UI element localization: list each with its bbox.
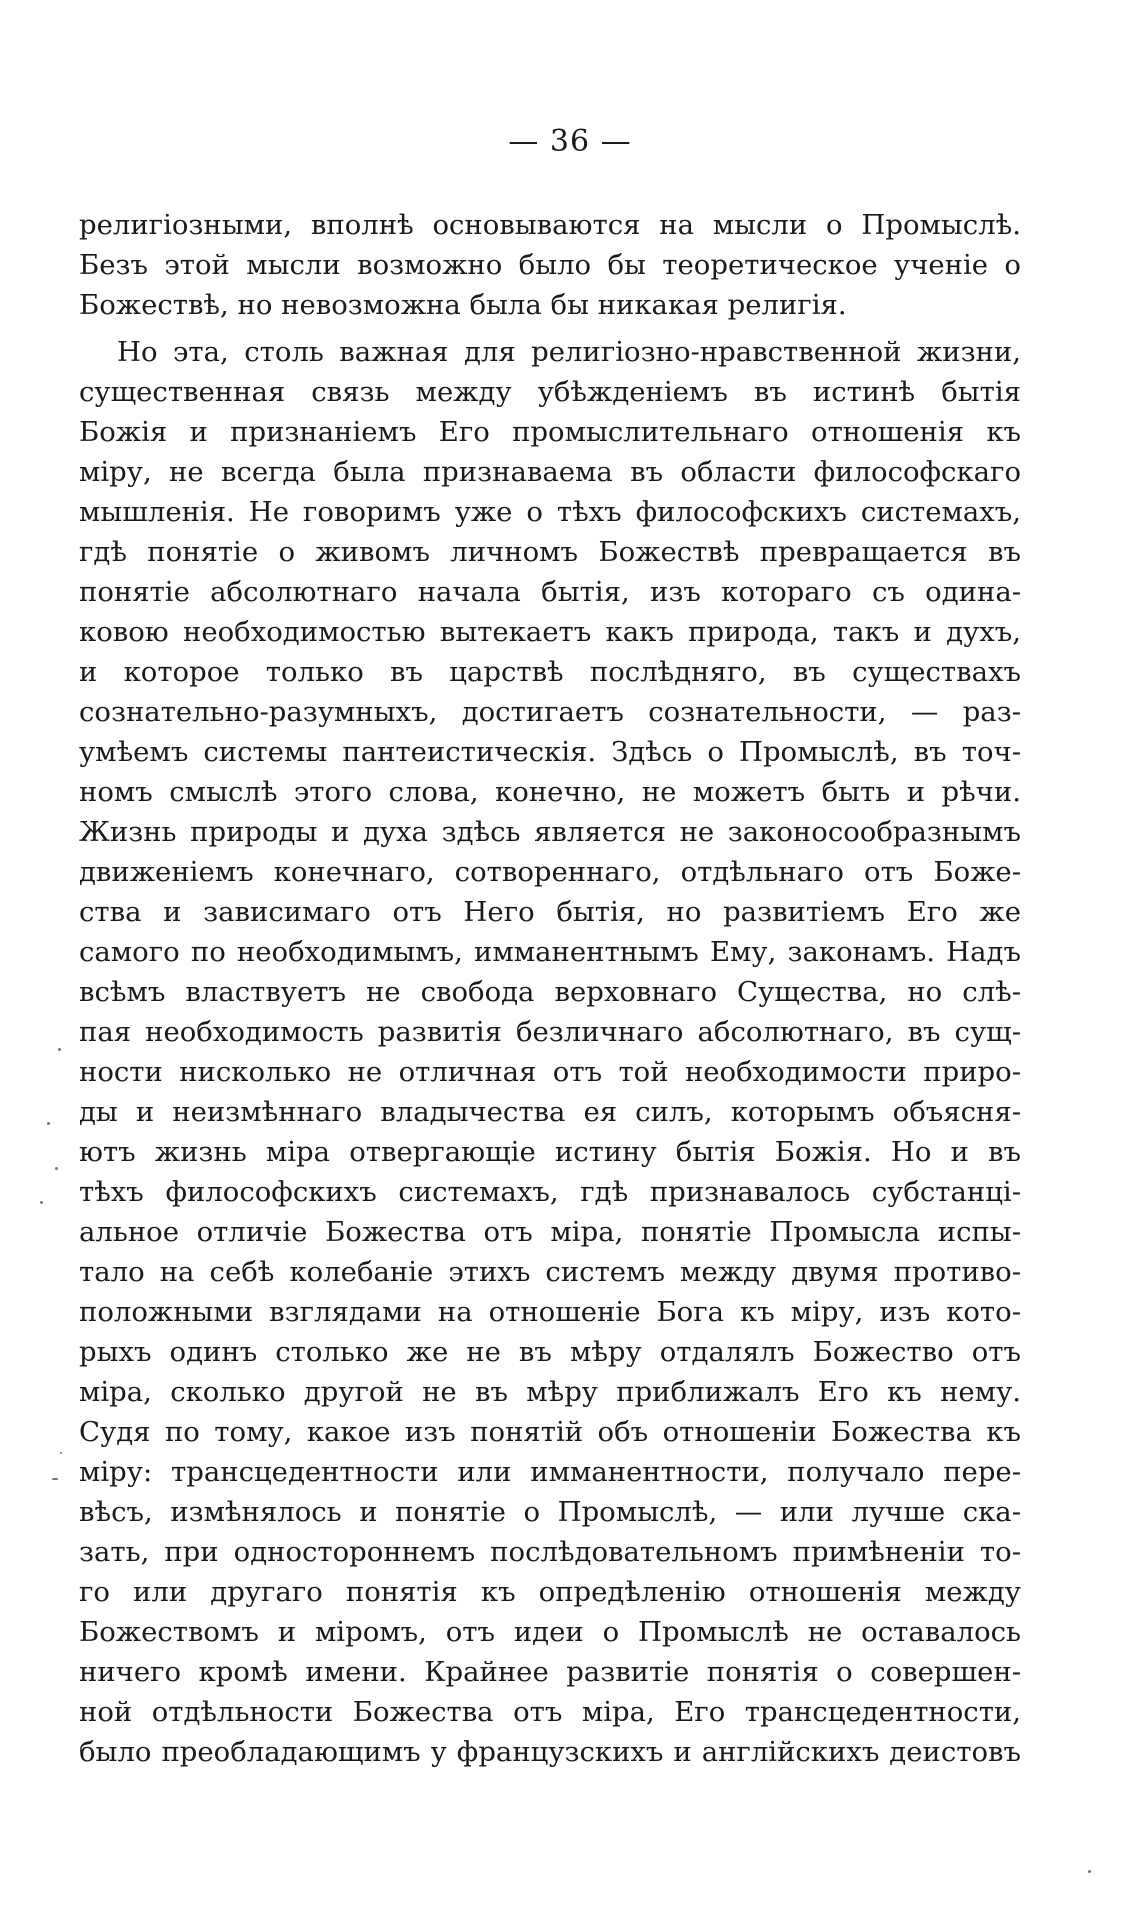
text-line: ности нисколько не отличная отъ той необходимости приро- (79, 1056, 1021, 1088)
text-line: Божія и признаніемъ Его промыслительнаго отношенія къ (79, 416, 1021, 448)
text-line: понятіе абсолютнаго начала бытія, изъ котораго съ одина- (79, 576, 1021, 608)
text-line: мышленія. Не говоримъ уже о тѣхъ философскихъ системахъ, (79, 496, 1021, 528)
body-text (79, 205, 1021, 1772)
scan-speck (60, 1452, 62, 1454)
text-line: міру: трансцедентности или имманентности, получало пере- (79, 1456, 1021, 1488)
text-line: религіозными, вполнѣ основываются на мысли о Промыслѣ. (79, 209, 1021, 241)
text-line: рыхъ одинъ столько же не въ мѣру отдалялъ Божество отъ (79, 1336, 1021, 1368)
scan-speck (40, 1201, 43, 1204)
text-line: гдѣ понятіе о живомъ личномъ Божествѣ превращается въ (79, 536, 1021, 568)
text-line: міра, сколько другой не въ мѣру приближалъ Его къ нему. (79, 1376, 1021, 1408)
scan-speck (52, 1478, 58, 1480)
text-line: и которое только въ царствѣ послѣдняго, въ существахъ (79, 656, 1021, 688)
text-line: Судя по тому, какое изъ понятій объ отношеніи Божества къ (79, 1416, 1021, 1448)
scan-speck (1088, 1870, 1091, 1873)
text-line: тѣхъ философскихъ системахъ, гдѣ признавалось субстанці- (79, 1176, 1021, 1208)
text-line: Божествѣ, но невозможна была бы никакая религія. (79, 289, 847, 321)
text-line: ютъ жизнь міра отвергающіе истину бытія Божія. Но и въ (79, 1136, 1021, 1168)
text-line: тало на себѣ колебаніе этихъ системъ между двумя противо- (79, 1256, 1021, 1288)
text-line: пая необходимость развитія безличнаго абсолютнаго, въ сущ- (79, 1016, 1021, 1048)
text-line: альное отличіе Божества отъ міра, понятіе Промысла испы- (79, 1216, 1021, 1248)
page-number: — 36 — (508, 124, 632, 159)
text-line: самого по необходимымъ, имманентнымъ Ему, законамъ. Надъ (79, 936, 1021, 968)
text-line: вѣсъ, измѣнялось и понятіе о Промыслѣ, — или лучше ска- (79, 1496, 1021, 1528)
text-line: ковою необходимостью вытекаетъ какъ природа, такъ и духъ, (79, 616, 1021, 648)
text-line: всѣмъ властвуетъ не свобода верховнаго Существа, но слѣ- (79, 976, 1021, 1008)
text-line: міру, не всегда была признаваема въ области философскаго (79, 456, 1021, 488)
text-line: было преобладающимъ у французскихъ и англійскихъ деистовъ (79, 1736, 1021, 1768)
scan-speck (58, 1048, 61, 1051)
scan-speck (55, 1167, 58, 1170)
text-line: ды и неизмѣннаго владычества ея силъ, которымъ объясня- (79, 1096, 1021, 1128)
text-line: Жизнь природы и духа здѣсь является не законосообразнымъ (79, 816, 1021, 848)
text-line: положными взглядами на отношеніе Бога къ міру, изъ кото- (79, 1296, 1021, 1328)
text-line: Божествомъ и міромъ, отъ идеи о Промыслѣ не оставалось (79, 1616, 1021, 1648)
text-line: движеніемъ конечнаго, сотвореннаго, отдѣльнаго отъ Боже- (79, 856, 1021, 888)
text-line: Безъ этой мысли возможно было бы теоретическое ученіе о (79, 249, 1021, 281)
text-line: ной отдѣльности Божества отъ міра, Его трансцедентности, (79, 1696, 1021, 1728)
text-line: ничего кромѣ имени. Крайнее развитіе понятія о совершен- (79, 1656, 1021, 1688)
text-line: ства и зависимаго отъ Него бытія, но развитіемъ Его же (79, 896, 1021, 928)
text-line: Но эта, столь важная для религіозно-нравственной жизни, (117, 336, 1021, 368)
scan-speck (47, 1122, 50, 1125)
text-line: номъ смыслѣ этого слова, конечно, не можетъ быть и рѣчи. (79, 776, 1021, 808)
text-line: сознательно-разумныхъ, достигаетъ сознательности, — раз- (79, 696, 1021, 728)
text-line: зать, при одностороннемъ послѣдовательномъ примѣненіи то- (79, 1536, 1021, 1568)
text-line: существенная связь между убѣжденіемъ въ истинѣ бытія (79, 376, 1021, 408)
text-line: го или другаго понятія къ опредѣленію отношенія между (79, 1576, 1021, 1608)
text-line: умѣемъ системы пантеистическія. Здѣсь о Промыслѣ, въ точ- (79, 736, 1021, 768)
